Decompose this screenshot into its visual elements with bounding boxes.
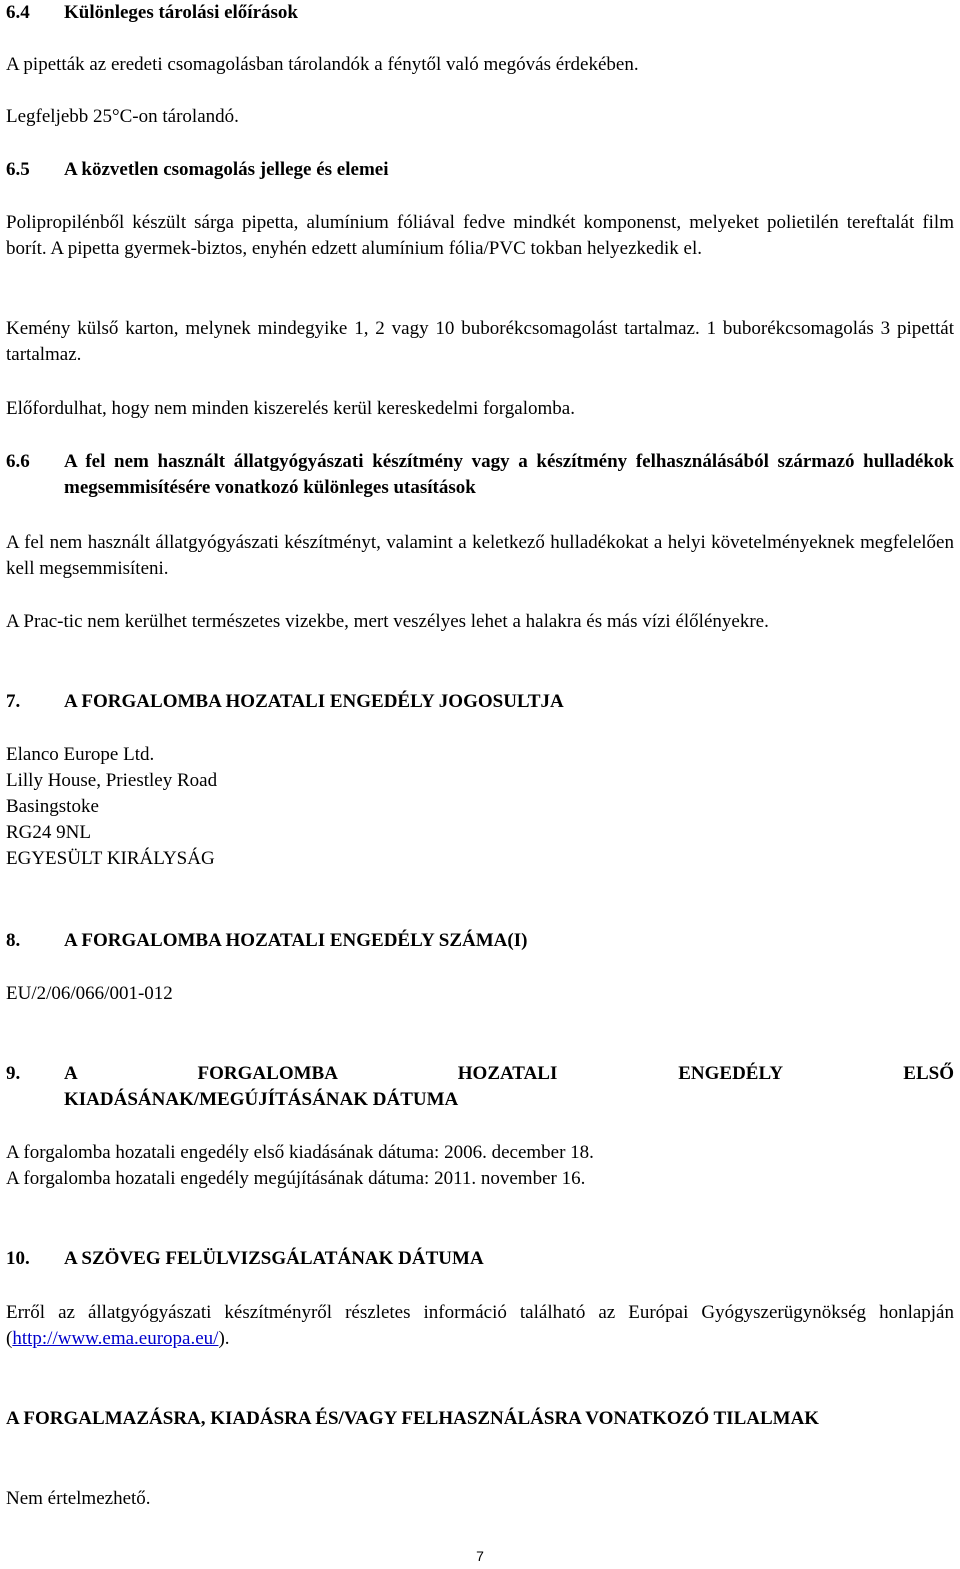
section-6-4-heading [6,0,954,26]
revision-text: Erről az állatgyógyászati készítményről részletes információ található az Európai Gyógyszerügynökség honlapján ( [6,1302,954,1349]
holder-address [6,742,954,872]
section-number: 8. [6,930,21,951]
renewal-date: A forgalomba hozatali engedély megújításának dátuma: 2011. november 16. [6,1168,586,1189]
section-number: 6.6 [6,451,30,472]
section-title: A FORGALOMBA HOZATALI ENGEDÉLY JOGOSULTJA [64,691,564,712]
revision-text-end: ). [218,1328,230,1349]
page-number: 7 [476,1548,484,1564]
title-line: KIADÁSÁNAK/MEGÚJÍTÁSÁNAK DÁTUMA [64,1089,459,1110]
section-8-heading [6,928,954,954]
first-authorisation-date: A forgalomba hozatali engedély első kiadásának dátuma: 2006. december 18. [6,1142,594,1163]
section-10-heading [6,1246,954,1272]
disposal-paragraph-1: A fel nem használt állatgyógyászati készítményt, valamint a keletkező hulladékokat a helyi követelményeknek megfelelően kell megsemmisíteni. [6,532,954,579]
section-number: 6.5 [6,159,30,180]
section-title: Különleges tárolási előírások [64,2,298,23]
address-line: Basingstoke [6,796,99,817]
disposal-paragraph-2: A Prac-tic nem kerülhet természetes vizekbe, mert veszélyes lehet a halakra és más vízi élőlényekre. [6,611,769,632]
section-6-5-heading [6,157,954,183]
address-line: RG24 9NL [6,822,91,843]
packaging-paragraph-1: Polipropilénből készült sárga pipetta, alumínium fóliával fedve mindkét komponenst, melyeket polietilén tereftalát film borít. A pipetta gyermek-biztos, enyhén edzett alumínium fólia/PVC tokban helyezkedik el. [6,212,954,259]
section-title: A fel nem használt állatgyógyászati készítmény vagy a készítmény felhasználásából származó hulladékok megsemmisítésére vonatkozó különleges utasítások [64,451,954,498]
authorisation-dates [6,1140,954,1192]
section-9-heading [6,1061,954,1113]
restrictions-heading: A FORGALMAZÁSRA, KIADÁSRA ÉS/VAGY FELHASZNÁLÁSRA VONATKOZÓ TILALMAK [6,1408,820,1429]
storage-paragraph-1: A pipetták az eredeti csomagolásban tárolandók a fénytől való megóvás érdekében. [6,54,639,75]
title-line: A FORGALOMBA HOZATALI ENGEDÉLY ELSŐ [64,1063,954,1084]
address-line: Lilly House, Priestley Road [6,770,218,791]
section-7-heading [6,689,954,715]
address-line: Elanco Europe Ltd. [6,744,155,765]
section-title [64,1061,954,1113]
address-line: EGYESÜLT KIRÁLYSÁG [6,848,215,869]
section-title: A FORGALOMBA HOZATALI ENGEDÉLY SZÁMA(I) [64,930,528,951]
ema-link[interactable]: http://www.ema.europa.eu/ [12,1328,219,1349]
packaging-paragraph-3: Előfordulhat, hogy nem minden kiszerelés kerül kereskedelmi forgalomba. [6,398,575,419]
section-title: A közvetlen csomagolás jellege és elemei [64,159,389,180]
packaging-paragraph-2: Kemény külső karton, melynek mindegyike 1, 2 vagy 10 buborékcsomagolást tartalmaz. 1 buborékcsomagolás 3 pipettát tartalmaz. [6,318,954,365]
authorisation-number: EU/2/06/066/001-012 [6,983,173,1004]
storage-paragraph-2: Legfeljebb 25°C-on tárolandó. [6,106,239,127]
section-6-6-heading [6,449,954,501]
section-title: A SZÖVEG FELÜLVIZSGÁLATÁNAK DÁTUMA [64,1248,484,1269]
section-number: 10. [6,1248,30,1269]
section-number: 9. [6,1063,21,1084]
revision-paragraph [6,1300,954,1352]
section-number: 6.4 [6,2,30,23]
section-number: 7. [6,691,21,712]
restrictions-value: Nem értelmezhető. [6,1488,151,1509]
